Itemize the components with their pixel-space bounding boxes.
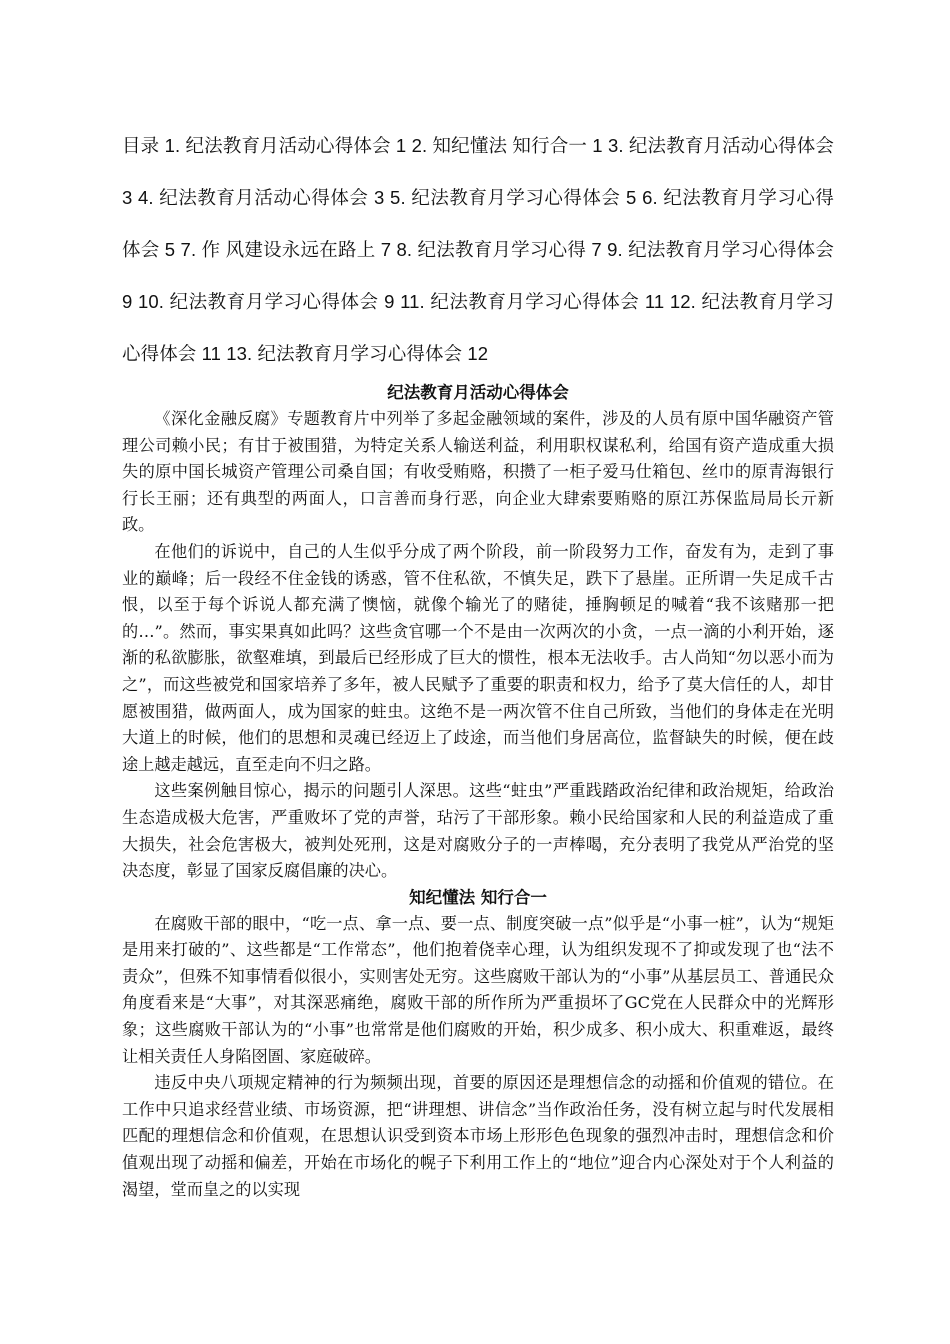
- table-of-contents: 目录 1. 纪法教育月活动心得体会 1 2. 知纪懂法 知行合一 1 3. 纪法教育月活动心得体会 3 4. 纪法教育月活动心得体会 3 5. 纪法教育月学习心得体会 5 6. 纪法教育月学习心得体会 5 7. 作 风建设永远在路上 7 8. 纪法教育月学习心得 7 9. 纪法教育月学习心得体会 9 10. 纪法教育月学习心得体会 9 11. 纪法教育月学习心得体会 11 12. 纪法教育月学习心得体会 11 13. 纪法教育月学习心得体会 12: [122, 135, 834, 364]
- section-title-1: 纪法教育月活动心得体会: [387, 383, 569, 402]
- paragraph: 这些案例触目惊心，揭示的问题引人深思。这些“蛀虫”严重践踏政治纪律和政治规矩，给政治生态造成极大危害，严重败坏了党的声誉，玷污了干部形象。赖小民给国家和人民的利益造成了重大损失，社会危害极大，被判处死刑，这是对腐败分子的一声棒喝，充分表明了我党从严治党的坚决态度，彰显了国家反腐倡廉的决心。: [122, 781, 834, 881]
- document-page: [122, 120, 834, 1203]
- paragraph: 违反中央八项规定精神的行为频频出现，首要的原因还是理想信念的动摇和价值观的错位。在工作中只追求经营业绩、市场资源，把“讲理想、讲信念”当作政治任务，没有树立起与时代发展相匹配的理想信念和价值观，在思想认识受到资本市场上形形色色现象的强烈冲击时，理想信念和价值观出现了动摇和偏差，开始在市场化的幌子下利用工作上的“地位”迎合内心深处对于个人利益的渴望，堂而皇之的以实现: [122, 1073, 834, 1199]
- section-title-2: 知纪懂法 知行合一: [409, 887, 547, 907]
- paragraph: 在腐败干部的眼中，“吃一点、拿一点、要一点、制度突破一点”似乎是“小事一桩”，认为“规矩是用来打破的”、这些都是“工作常态”，他们抱着侥幸心理，认为组织发现不了抑或发现了也“法不责众”，但殊不知事情看似很小，实则害处无穷。这些腐败干部认为的“小事”从基层员工、普通民众角度看来是“大事”，对其深恶痛绝，腐败干部的所作所为严重损坏了GC党在人民群众中的光辉形象；这些腐败干部认为的“小事”也常常是他们腐败的开始，积少成多、积小成大、积重难返，最终让相关责任人身陷囹圄、家庭破碎。: [122, 913, 834, 1066]
- paragraph: 《深化金融反腐》专题教育片中列举了多起金融领域的案件，涉及的人员有原中国华融资产管理公司赖小民；有甘于被围猎，为特定关系人输送利益，利用职权谋私利，给国有资产造成重大损失的原中国长城资产管理公司桑自国；有收受贿赂，积攒了一柜子爱马仕箱包、丝巾的原青海银行行长王丽；还有典型的两面人，口言善而身行恶，向企业大肆索要贿赂的原江苏保监局局长亓新政。: [122, 409, 834, 535]
- paragraph: 在他们的诉说中，自己的人生似乎分成了两个阶段，前一阶段努力工作，奋发有为，走到了事业的巅峰；后一段经不住金钱的诱惑，管不住私欲，不慎失足，跌下了悬崖。正所谓一失足成千古恨，以至于每个诉说人都充满了懊恼，就像个输光了的赌徒，捶胸顿足的喊着“我不该赌那一把的…”。然而，事实果真如此吗？这些贪官哪一个不是由一次两次的小贪，一点一滴的小利开始，逐渐的私欲膨胀，欲壑难填，到最后已经形成了巨大的惯性，根本无法收手。古人尚知“勿以恶小而为之”，而这些被党和国家培养了多年，被人民赋予了重要的职责和权力，给予了莫大信任的人，却甘愿被围猎，做两面人，成为国家的蛀虫。这绝不是一两次管不住自己所致，当他们的身体走在光明大道上的时候，他们的思想和灵魂已经迈上了歧途，而当他们身居高位，监督缺失的时候，便在歧途上越走越远，直至走向不归之路。: [122, 541, 834, 774]
